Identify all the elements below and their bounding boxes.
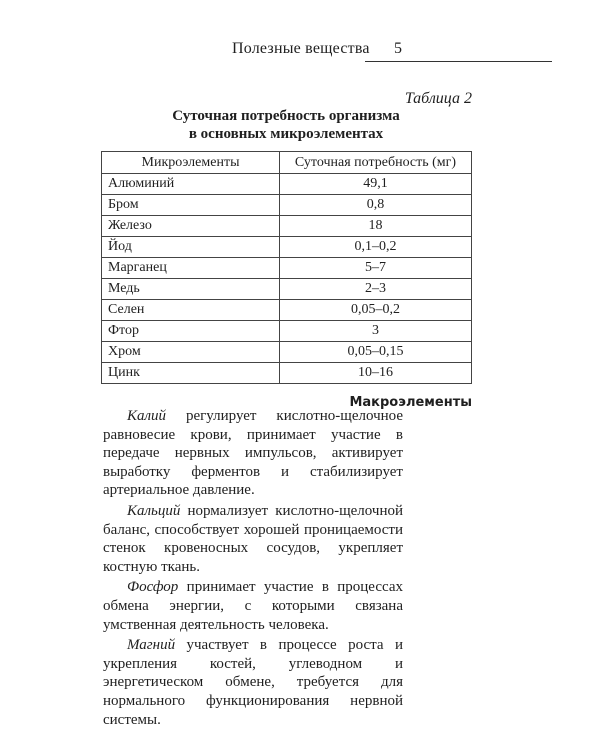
table-row <box>102 195 472 216</box>
running-head-rule <box>365 61 552 62</box>
element-name: Марганец <box>102 258 280 279</box>
microelements-table <box>101 151 472 384</box>
table-caption-line-2: в основных микроэлементах <box>188 126 384 142</box>
table-row <box>102 279 472 300</box>
element-name: Селен <box>102 300 280 321</box>
element-name: Медь <box>102 279 280 300</box>
table-row <box>102 363 472 384</box>
element-name: Алюминий <box>102 174 280 195</box>
element-daily-need: 18 <box>280 216 472 237</box>
table-row <box>102 258 472 279</box>
element-daily-need: 0,05–0,15 <box>280 342 472 363</box>
element-daily-need: 3 <box>280 321 472 342</box>
column-header-element: Микроэлементы <box>102 152 280 174</box>
table-header-row <box>102 152 472 174</box>
element-daily-need: 2–3 <box>280 279 472 300</box>
paragraph-term: Фосфор <box>127 579 179 596</box>
table-row <box>102 342 472 363</box>
element-name: Железо <box>102 216 280 237</box>
table-row <box>102 237 472 258</box>
body-text <box>103 407 403 729</box>
table-row <box>102 321 472 342</box>
element-name: Цинк <box>102 363 280 384</box>
paragraph-text: регулирует кислотно-щелочное равновесие крови, принимает участие в передаче нервных импульсов, активирует выработку ферментов и стабилизирует артериальное давление. <box>103 408 403 499</box>
element-name: Фтор <box>102 321 280 342</box>
element-daily-need: 0,1–0,2 <box>280 237 472 258</box>
table-caption-line-1: Суточная потребность организма <box>172 108 400 124</box>
element-daily-need: 5–7 <box>280 258 472 279</box>
running-head-title: Полезные вещества <box>232 40 370 57</box>
element-name: Бром <box>102 195 280 216</box>
paragraph-calcium <box>103 502 403 576</box>
table-number-label: Таблица 2 <box>404 90 472 107</box>
paragraph-term: Калий <box>127 408 167 424</box>
paragraph-magnesium <box>103 636 403 729</box>
page-number: 5 <box>394 40 402 57</box>
paragraph-potassium <box>103 407 403 500</box>
paragraph-text: участвует в процессе роста и укрепления костей, углеводном и энергетическом обмене, требуется для нормального функционирования нервной системы. <box>103 637 403 728</box>
paragraph-term: Кальций <box>127 502 181 519</box>
paragraph-phosphorus <box>103 578 403 634</box>
column-header-daily-need: Суточная потребность (мг) <box>280 152 472 174</box>
table-row <box>102 216 472 237</box>
element-daily-need: 0,05–0,2 <box>280 300 472 321</box>
element-daily-need: 49,1 <box>280 174 472 195</box>
paragraph-text: нормализует кислотно-щелочной баланс, способствует хорошей проницаемости стенок кровеносных сосудов, укрепляет костную ткань. <box>103 502 403 575</box>
element-daily-need: 10–16 <box>280 363 472 384</box>
paragraph-text: принимает участие в процессах обмена энергии, с которыми связана умственная деятельность человека. <box>103 579 403 633</box>
paragraph-term: Магний <box>127 637 176 654</box>
element-daily-need: 0,8 <box>280 195 472 216</box>
element-name: Хром <box>102 342 280 363</box>
table-row <box>102 300 472 321</box>
section-heading: Макроэлементы <box>349 395 472 410</box>
table-row <box>102 174 472 195</box>
element-name: Йод <box>102 237 280 258</box>
table-caption <box>100 107 472 143</box>
running-head <box>0 40 600 64</box>
